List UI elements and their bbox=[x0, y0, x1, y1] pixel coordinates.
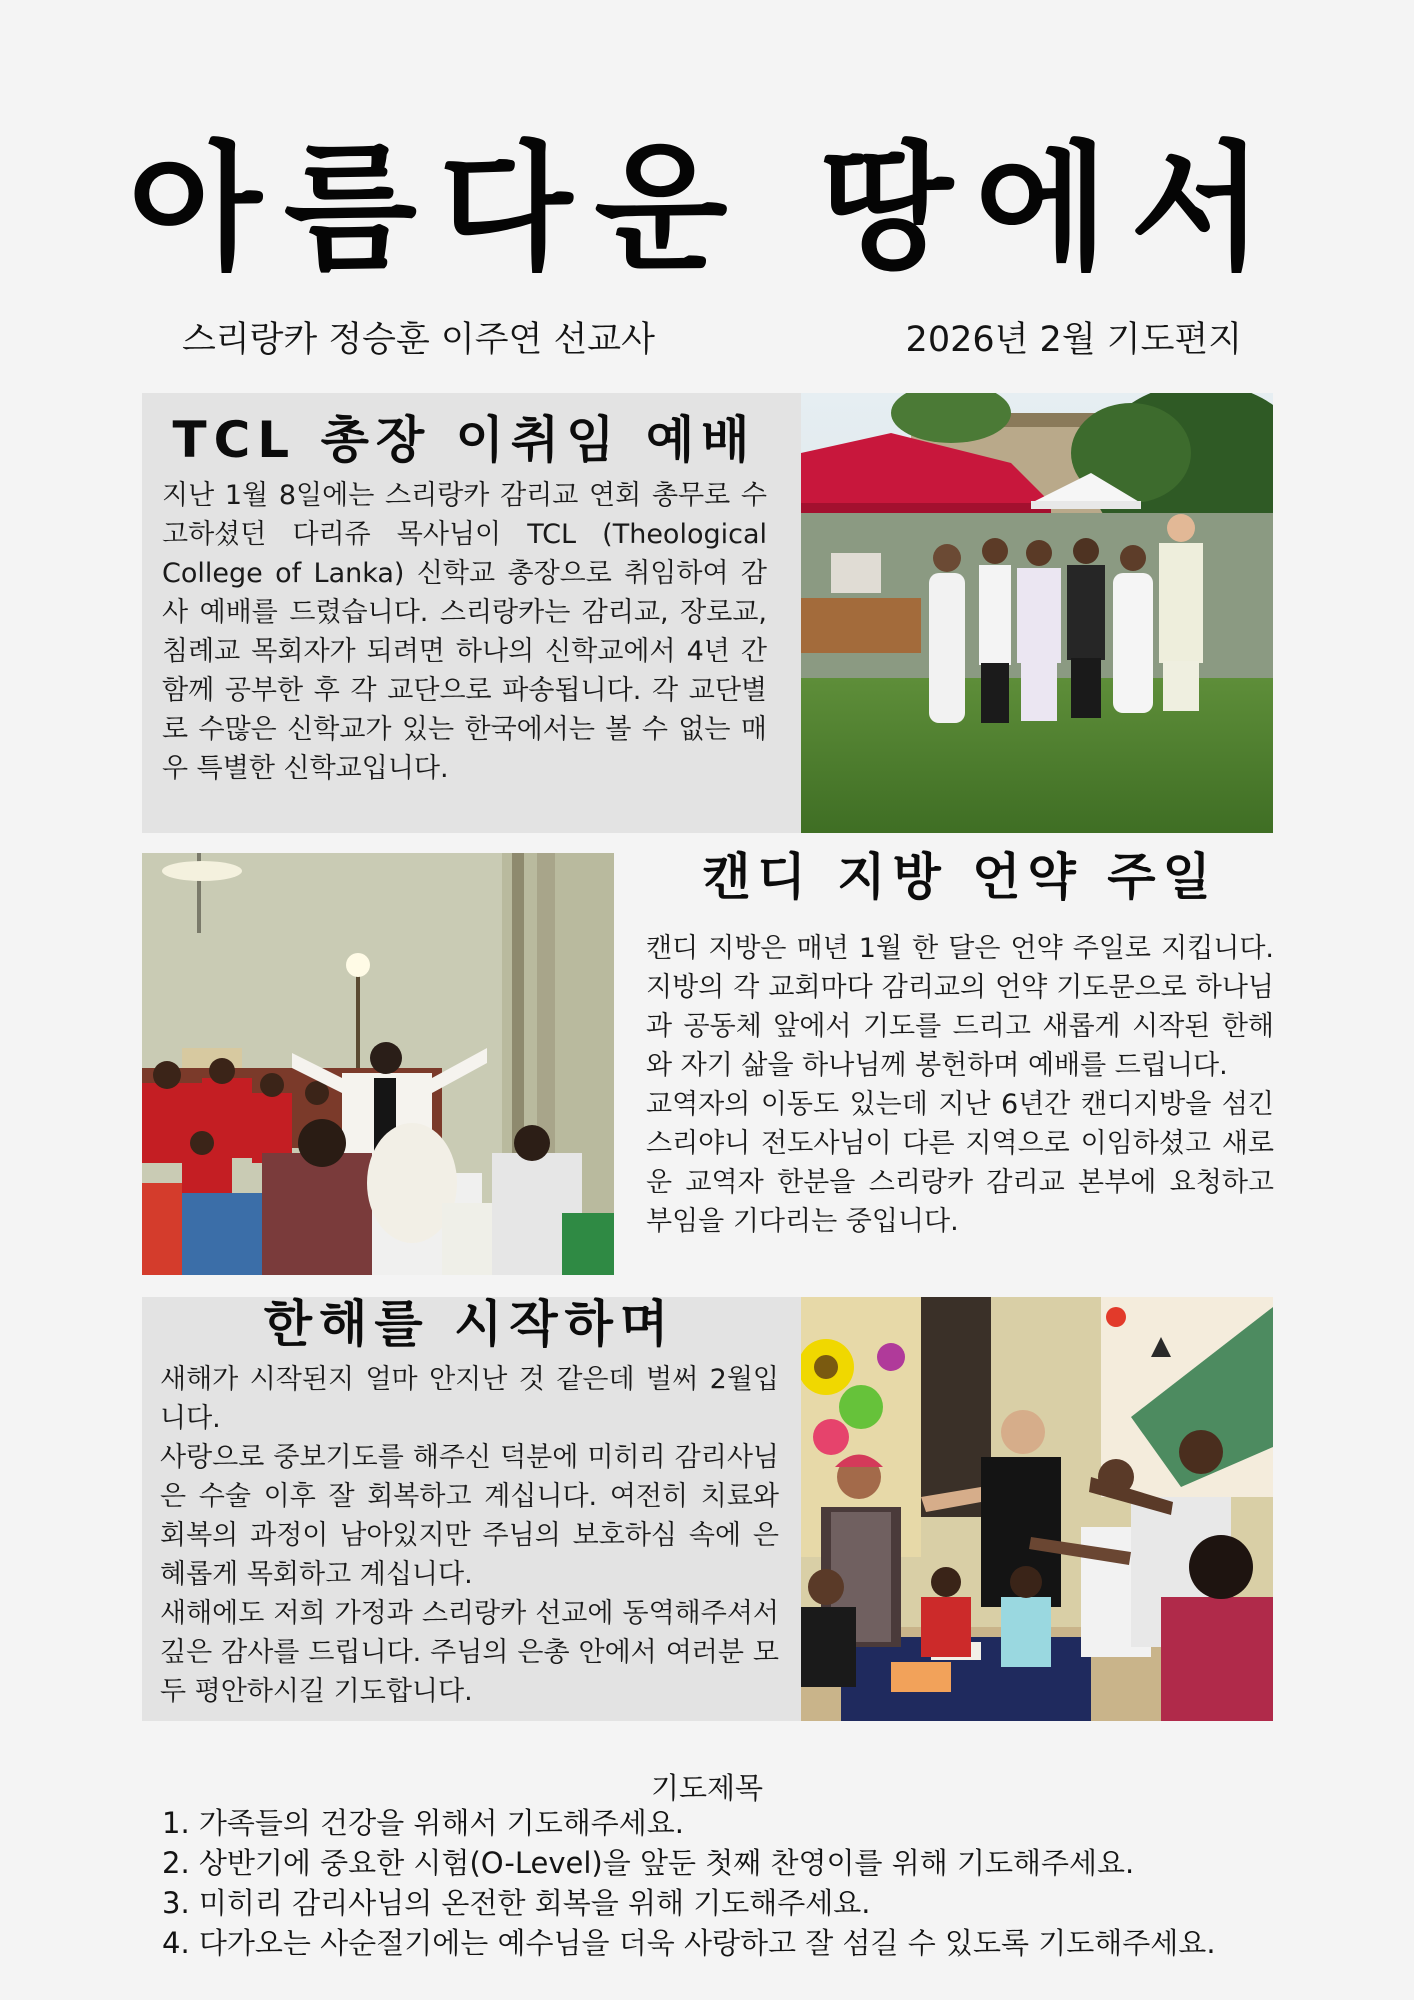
paragraph: 사랑으로 중보기도를 해주신 덕분에 미히리 감리사님은 수술 이후 잘 회복하고 계십니다. 여전히 치료와 회복의 과정이 남아있지만 주님의 보호하심 속에 은혜롭게 목회하고 계십니다. bbox=[160, 1442, 779, 1590]
letter-date: 2026년 2월 기도편지 bbox=[905, 320, 1242, 360]
section-body bbox=[162, 476, 767, 788]
blessing-prayer-photo bbox=[801, 1297, 1273, 1721]
paragraph: 새해에도 저희 가정과 스리랑카 선교에 동역해주셔서 깊은 감사를 드립니다. 주님의 은총 안에서 여러분 모두 평안하시길 기도합니다. bbox=[160, 1598, 779, 1707]
covenant-service-photo bbox=[142, 853, 614, 1275]
section-title: TCL 총장 이취임 예배 bbox=[172, 411, 757, 469]
prayer-item: 1. 가족들의 건강을 위해서 기도해주세요. bbox=[162, 1806, 684, 1840]
tcl-ceremony-photo bbox=[801, 393, 1273, 833]
section-body bbox=[646, 929, 1274, 1241]
section-covenant bbox=[646, 850, 1274, 1241]
missionary-name: 스리랑카 정승훈 이주연 선교사 bbox=[182, 320, 655, 360]
paragraph: 교역자의 이동도 있는데 지난 6년간 캔디지방을 섬긴 스리야니 전도사님이 다른 지역으로 이임하셨고 새로운 교역자 한분을 스리랑카 감리교 본부에 요청하고 부임을 기다리는 중입니다. bbox=[646, 1089, 1274, 1237]
prayer-item: 4. 다가오는 사순절기에는 예수님을 더욱 사랑하고 잘 섬길 수 있도록 기도해주세요. bbox=[162, 1926, 1216, 1960]
paragraph: 캔디 지방은 매년 1월 한 달은 언약 주일로 지킵니다. 지방의 각 교회마다 감리교의 언약 기도문으로 하나님과 공동체 앞에서 기도를 드리고 새롭게 시작된 한해와 자기 삶을 하나님께 봉헌하며 예배를 드립니다. bbox=[646, 933, 1274, 1081]
blessing-prayer-illustration bbox=[801, 1297, 1273, 1721]
section-tcl bbox=[142, 393, 801, 833]
tcl-ceremony-illustration bbox=[801, 393, 1273, 833]
section-title: 캔디 지방 언약 주일 bbox=[702, 848, 1218, 906]
page-title: 아름다운 땅에서 bbox=[128, 128, 1286, 289]
paragraph: 새해가 시작된지 얼마 안지난 것 같은데 벌써 2월입니다. bbox=[160, 1364, 779, 1434]
prayer-item: 3. 미히리 감리사님의 온전한 회복을 위해 기도해주세요. bbox=[162, 1886, 871, 1920]
prayer-list bbox=[162, 1803, 1216, 1963]
covenant-service-illustration bbox=[142, 853, 614, 1275]
section-title: 한해를 시작하며 bbox=[263, 1295, 676, 1353]
paragraph: 지난 1월 8일에는 스리랑카 감리교 연회 총무로 수고하셨던 다리쥬 목사님이 TCL (Theological College of Lanka) 신학교 총장으로 취임하여 감사 예배를 드렸습니다. 스리랑카는 감리교, 장로교, 침례교 목회자가 되려면 하나의 신학교에서 4년 간 함께 공부한 후 각 교단으로 파송됩니다. 각 교단별로 수많은 신학교가 있는 한국에서는 볼 수 없는 매우 특별한 신학교입니다. bbox=[162, 480, 767, 784]
prayer-item: 2. 상반기에 중요한 시험(O-Level)을 앞둔 첫째 찬영이를 위해 기도해주세요. bbox=[162, 1846, 1135, 1880]
section-body bbox=[160, 1360, 779, 1711]
prayer-heading: 기도제목 bbox=[650, 1771, 764, 1805]
section-new-year bbox=[142, 1297, 801, 1721]
